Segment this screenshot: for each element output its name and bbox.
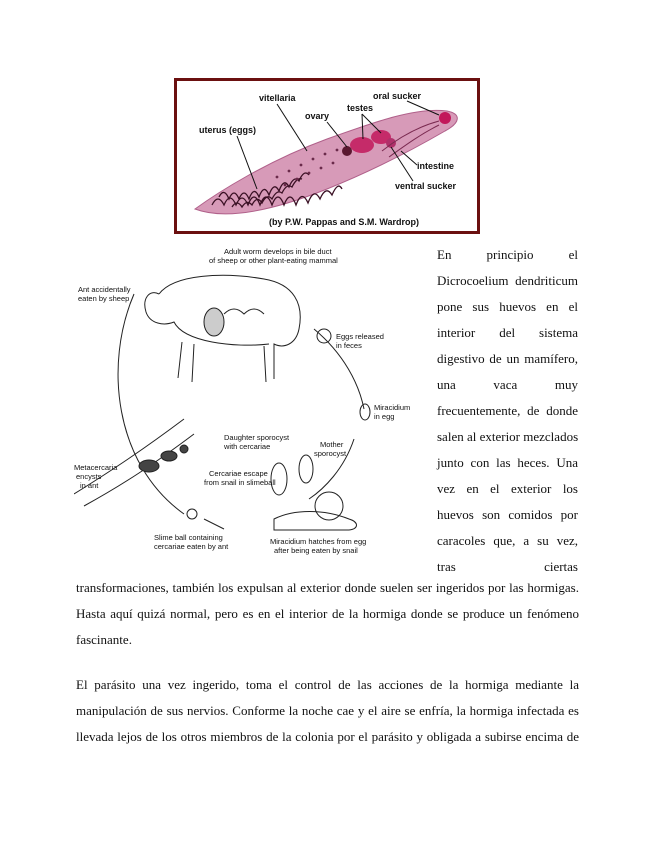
caption-ant-eaten-2: eaten by sheep (78, 294, 130, 303)
caption-miracidium-1: Miracidium (374, 403, 411, 412)
paragraph-line: Hasta aquí quizá normal, pero es en el interior de la hormiga donde se produce un fenómeno (76, 606, 579, 621)
side-line: tras ciertas (437, 559, 578, 574)
oral-sucker (439, 112, 451, 124)
sheep-illustration (145, 275, 300, 382)
side-line: huevos son comidos por (437, 507, 578, 522)
ovary (342, 146, 352, 156)
testes (350, 137, 374, 153)
egg-icon (317, 329, 331, 343)
snail-illustration (271, 455, 357, 530)
caption-hatch-1: Miracidium hatches from egg (270, 537, 367, 546)
caption-cercariae-1: Cercariae escape (209, 469, 268, 478)
label-ovary: ovary (305, 111, 330, 121)
side-line: digestivo de un mamífero, (437, 351, 578, 366)
life-cycle-figure (74, 244, 434, 580)
caption-adult-2: of sheep or other plant-eating mammal (209, 256, 338, 265)
paragraph-line: El parásito una vez ingerido, toma el control de las acciones de la hormiga mediante la (76, 677, 579, 692)
paragraph-line: manipulación de sus nervios. Conforme la noche cae y el aire se enfría, la hormiga infectada es (76, 703, 579, 718)
figure-credit: (by P.W. Pappas and S.M. Wardrop) (269, 217, 420, 227)
side-line: salen al exterior mezclados (437, 429, 579, 444)
caption-eggs-2: in feces (336, 341, 362, 350)
side-line: En principio el (437, 247, 578, 262)
caption-slimeball-1: Slime ball containing (154, 533, 223, 542)
side-line: una vaca muy (437, 377, 578, 392)
label-ventral-sucker: ventral sucker (395, 181, 457, 191)
caption-metacercaria-1: Metacercaria (74, 463, 118, 472)
caption-daughter-2: with cercariae (224, 442, 271, 451)
side-paragraph (437, 242, 578, 580)
caption-hatch-2: after being eaten by snail (274, 546, 358, 555)
side-line: caracoles que, a su vez, (437, 533, 578, 548)
fluke-illustration (177, 81, 477, 231)
side-line: Dicrocoelium dendriticum (437, 273, 578, 288)
side-line: interior del sistema (437, 325, 578, 340)
paragraph-2 (76, 672, 579, 750)
paragraph-line: transformaciones, también los expulsan al exterior donde suelen ser ingeridos por las hormigas. (76, 580, 579, 595)
caption-metacercaria-3: in ant (80, 481, 99, 490)
caption-metacercaria-2: encysts (76, 472, 102, 481)
label-oral-sucker: oral sucker (373, 91, 422, 101)
caption-miracidium-2: in egg (374, 412, 395, 421)
fluke-anatomy-figure (174, 78, 480, 234)
side-line: junto con las heces. Una (437, 455, 578, 470)
caption-cercariae-2: from snail in slimeball (204, 478, 276, 487)
side-line: vez en el exterior los (437, 481, 578, 496)
side-line: frecuentemente, de donde (437, 403, 578, 418)
side-line: pone sus huevos en el (437, 299, 578, 314)
caption-mother-2: sporocyst (314, 449, 347, 458)
paragraph-line: llevada lejos de los otros miembros de la colonia por el parásito y obligada a subirse encima de (76, 729, 579, 744)
label-vitellaria: vitellaria (259, 93, 296, 103)
label-uterus: uterus (eggs) (199, 125, 257, 135)
caption-eggs-1: Eggs released (336, 332, 384, 341)
caption-daughter-1: Daughter sporocyst (224, 433, 290, 442)
paragraph-1 (76, 575, 579, 653)
label-testes: testes (347, 103, 374, 113)
label-intestine: intestine (417, 161, 455, 171)
caption-mother-1: Mother (320, 440, 344, 449)
miracidium-egg-icon (360, 404, 370, 420)
life-cycle-diagram (74, 244, 434, 580)
caption-slimeball-2: cercariae eaten by ant (154, 542, 229, 551)
caption-adult-1: Adult worm develops in bile duct (224, 247, 332, 256)
paragraph-line: fascinante. (76, 632, 132, 647)
caption-ant-eaten-1: Ant accidentally (78, 285, 131, 294)
